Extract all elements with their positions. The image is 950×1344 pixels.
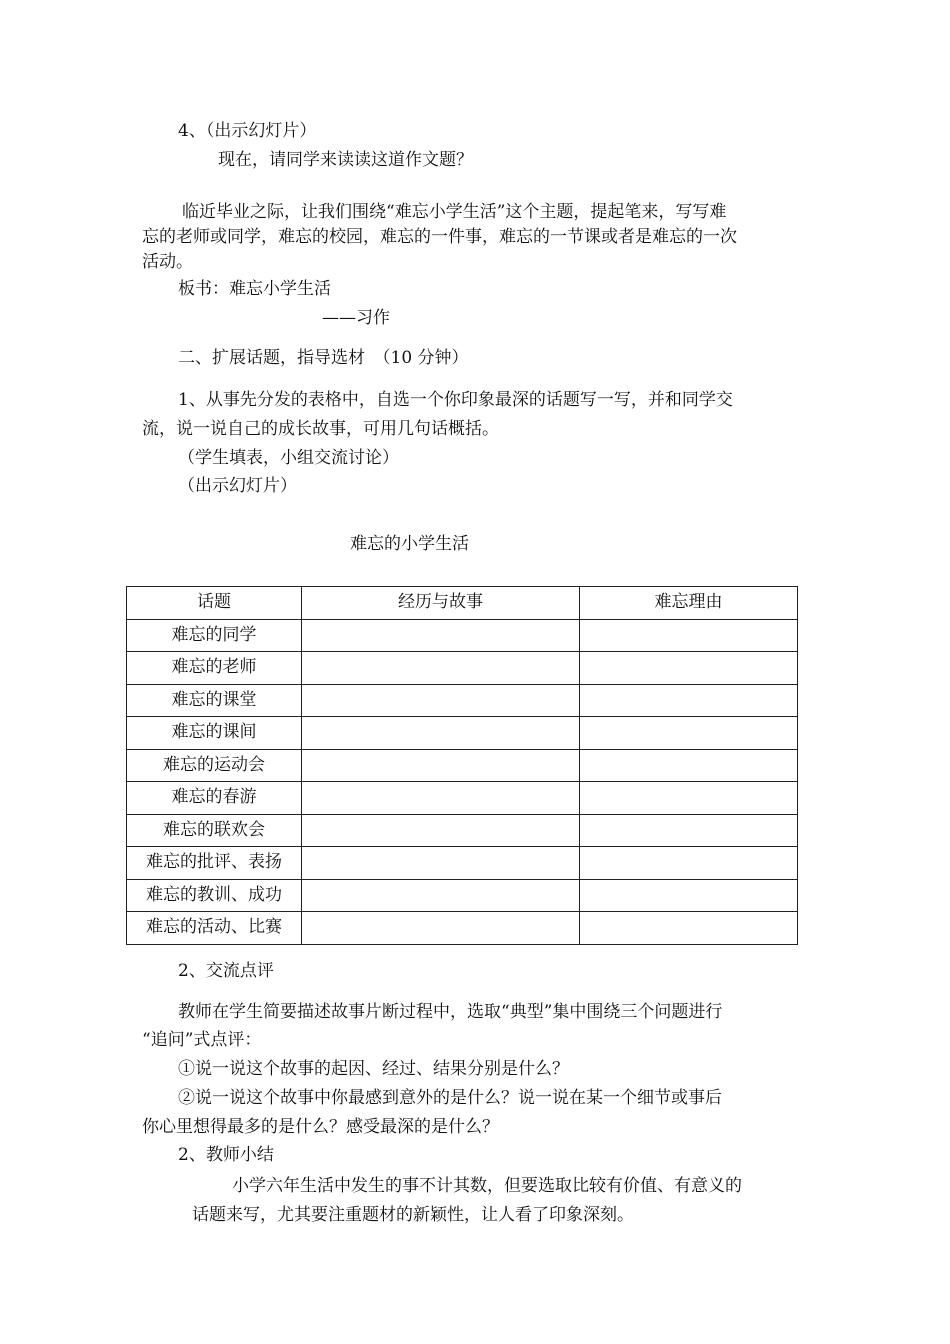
table-row bbox=[127, 782, 798, 815]
table-row bbox=[127, 814, 798, 847]
step-4-heading: 4、（出示幻灯片） bbox=[178, 121, 317, 141]
reason-cell bbox=[580, 749, 798, 782]
review-paragraph-line-2: “追问”式点评： bbox=[142, 1030, 262, 1050]
reason-cell bbox=[580, 847, 798, 880]
table-row bbox=[127, 912, 798, 945]
reason-cell bbox=[580, 814, 798, 847]
reason-cell bbox=[580, 684, 798, 717]
teacher-summary-heading: 2、教师小结 bbox=[178, 1145, 274, 1165]
review-paragraph-line-1: 教师在学生简要描述故事片断过程中，选取“典型”集中围绕三个问题进行 bbox=[178, 1002, 723, 1022]
student-activity-note: （学生填表，小组交流讨论） bbox=[178, 448, 399, 468]
table-row bbox=[127, 652, 798, 685]
topic-cell: 难忘的运动会 bbox=[127, 749, 302, 782]
experience-cell bbox=[302, 684, 580, 717]
section-2-heading: 二、扩展话题，指导选材 （10 分钟） bbox=[178, 348, 469, 368]
table-title: 难忘的小学生活 bbox=[350, 534, 469, 554]
table-row bbox=[127, 717, 798, 750]
table-row bbox=[127, 749, 798, 782]
question-2-line-1: ②说一说这个故事中你最感到意外的是什么？说一说在某一个细节或事后 bbox=[178, 1088, 722, 1108]
topic-cell: 难忘的同学 bbox=[127, 619, 302, 652]
slide-note: （出示幻灯片） bbox=[178, 476, 297, 496]
experience-cell bbox=[302, 749, 580, 782]
reason-cell bbox=[580, 652, 798, 685]
essay-prompt-line-1: 临近毕业之际，让我们围绕“难忘小学生活”这个主题，提起笔来，写写难 bbox=[182, 202, 727, 222]
topic-cell: 难忘的活动、比赛 bbox=[127, 912, 302, 945]
instruction-1-line-1: 1、从事先分发的表格中，自选一个你印象最深的话题写一写，并和同学交 bbox=[178, 390, 733, 410]
board-writing-label: 板书：难忘小学生活 bbox=[178, 279, 331, 299]
header-reason: 难忘理由 bbox=[580, 587, 798, 620]
header-experience: 经历与故事 bbox=[302, 587, 580, 620]
topic-cell: 难忘的课堂 bbox=[127, 684, 302, 717]
experience-cell bbox=[302, 717, 580, 750]
teacher-prompt: 现在，请同学来读读这道作文题？ bbox=[218, 150, 473, 170]
reason-cell bbox=[580, 619, 798, 652]
experience-cell bbox=[302, 782, 580, 815]
topic-cell: 难忘的春游 bbox=[127, 782, 302, 815]
step-2-heading: 2、交流点评 bbox=[178, 961, 274, 981]
reason-cell bbox=[580, 912, 798, 945]
table-row bbox=[127, 684, 798, 717]
instruction-1-line-2: 流，说一说自己的成长故事，可用几句话概括。 bbox=[142, 419, 499, 439]
summary-line-2: 话题来写，尤其要注重题材的新颖性，让人看了印象深刻。 bbox=[192, 1205, 634, 1225]
topic-cell: 难忘的教训、成功 bbox=[127, 879, 302, 912]
question-2-line-2: 你心里想得最多的是什么？感受最深的是什么？ bbox=[142, 1117, 499, 1137]
table-row bbox=[127, 619, 798, 652]
experience-cell bbox=[302, 912, 580, 945]
header-topic: 话题 bbox=[127, 587, 302, 620]
reason-cell bbox=[580, 879, 798, 912]
essay-prompt-line-2: 忘的老师或同学，难忘的校园，难忘的一件事，难忘的一节课或者是难忘的一次 bbox=[142, 227, 737, 247]
reason-cell bbox=[580, 782, 798, 815]
summary-line-1: 小学六年生活中发生的事不计其数，但要选取比较有价值、有意义的 bbox=[232, 1176, 742, 1196]
experience-cell bbox=[302, 652, 580, 685]
table-header-row bbox=[127, 587, 798, 620]
topic-cell: 难忘的老师 bbox=[127, 652, 302, 685]
essay-prompt-line-3: 活动。 bbox=[142, 252, 193, 272]
topic-cell: 难忘的课间 bbox=[127, 717, 302, 750]
experience-cell bbox=[302, 814, 580, 847]
experience-cell bbox=[302, 619, 580, 652]
experience-cell bbox=[302, 879, 580, 912]
topic-cell: 难忘的联欢会 bbox=[127, 814, 302, 847]
table-row bbox=[127, 879, 798, 912]
board-writing-subtitle: ——习作 bbox=[322, 308, 390, 328]
topic-cell: 难忘的批评、表扬 bbox=[127, 847, 302, 880]
topic-table bbox=[126, 586, 798, 945]
experience-cell bbox=[302, 847, 580, 880]
reason-cell bbox=[580, 717, 798, 750]
table-row bbox=[127, 847, 798, 880]
question-1: ①说一说这个故事的起因、经过、结果分别是什么？ bbox=[178, 1059, 569, 1079]
